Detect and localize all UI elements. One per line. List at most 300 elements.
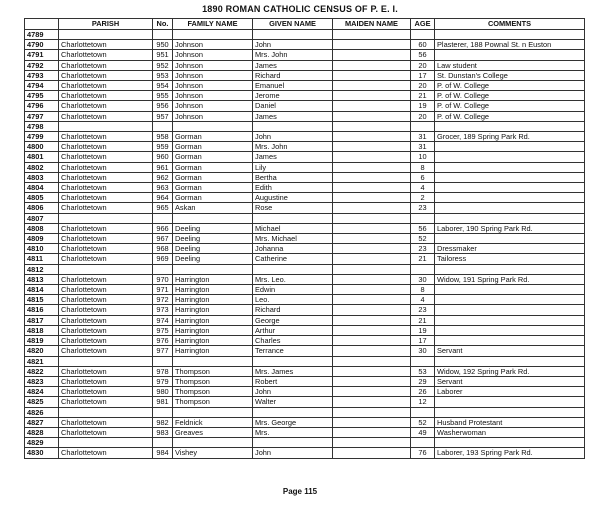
table-row [25, 203, 585, 213]
line-number-cell: 4808 [25, 223, 59, 233]
entry-number-cell: 962 [153, 172, 173, 182]
maiden-name-cell [333, 264, 411, 274]
comments-cell [435, 203, 585, 213]
maiden-name-cell [333, 91, 411, 101]
comments-cell: Husband Protestant [435, 417, 585, 427]
maiden-name-cell [333, 70, 411, 80]
comments-cell: P. of W. College [435, 101, 585, 111]
line-number-cell: 4799 [25, 132, 59, 142]
age-cell: 6 [411, 172, 435, 182]
parish-cell: Charlottetown [59, 162, 153, 172]
age-cell: 21 [411, 315, 435, 325]
age-cell: 21 [411, 254, 435, 264]
maiden-name-cell [333, 315, 411, 325]
entry-number-cell [153, 30, 173, 40]
entry-number-cell: 950 [153, 40, 173, 50]
line-number-cell: 4789 [25, 30, 59, 40]
given-name-cell: Michael [253, 223, 333, 233]
comments-cell [435, 295, 585, 305]
maiden-name-cell [333, 346, 411, 356]
line-number-cell: 4796 [25, 101, 59, 111]
given-name-cell [253, 264, 333, 274]
line-number-cell: 4826 [25, 407, 59, 417]
col-header-maiden-name: MAIDEN NAME [333, 19, 411, 30]
age-cell: 53 [411, 366, 435, 376]
entry-number-cell: 967 [153, 234, 173, 244]
age-cell: 76 [411, 448, 435, 458]
given-name-cell: John [253, 387, 333, 397]
entry-number-cell: 957 [153, 111, 173, 121]
family-name-cell: Deeling [173, 223, 253, 233]
entry-number-cell: 984 [153, 448, 173, 458]
entry-number-cell [153, 121, 173, 131]
given-name-cell: Charles [253, 336, 333, 346]
line-number-cell: 4821 [25, 356, 59, 366]
maiden-name-cell [333, 152, 411, 162]
comments-cell [435, 407, 585, 417]
maiden-name-cell [333, 203, 411, 213]
table-row [25, 295, 585, 305]
comments-cell [435, 356, 585, 366]
entry-number-cell: 971 [153, 285, 173, 295]
entry-number-cell: 983 [153, 427, 173, 437]
comments-cell [435, 50, 585, 60]
given-name-cell: Rose [253, 203, 333, 213]
table-row [25, 397, 585, 407]
table-row [25, 356, 585, 366]
line-number-cell: 4803 [25, 172, 59, 182]
entry-number-cell: 979 [153, 376, 173, 386]
age-cell: 31 [411, 132, 435, 142]
line-number-cell: 4811 [25, 254, 59, 264]
comments-cell [435, 213, 585, 223]
parish-cell: Charlottetown [59, 142, 153, 152]
family-name-cell: Johnson [173, 70, 253, 80]
parish-cell [59, 264, 153, 274]
line-number-cell: 4791 [25, 50, 59, 60]
given-name-cell: Walter [253, 397, 333, 407]
col-header-given-name: GIVEN NAME [253, 19, 333, 30]
table-row [25, 142, 585, 152]
given-name-cell: Catherine [253, 254, 333, 264]
comments-cell: Servant [435, 346, 585, 356]
family-name-cell: Deeling [173, 244, 253, 254]
given-name-cell [253, 213, 333, 223]
age-cell: 17 [411, 336, 435, 346]
line-number-cell: 4792 [25, 60, 59, 70]
entry-number-cell: 951 [153, 50, 173, 60]
line-number-cell: 4816 [25, 305, 59, 315]
age-cell: 23 [411, 244, 435, 254]
comments-cell: Dressmaker [435, 244, 585, 254]
entry-number-cell: 961 [153, 162, 173, 172]
given-name-cell: John [253, 40, 333, 50]
family-name-cell: Vishey [173, 448, 253, 458]
parish-cell [59, 438, 153, 448]
table-row [25, 427, 585, 437]
line-number-cell: 4800 [25, 142, 59, 152]
given-name-cell: James [253, 152, 333, 162]
table-row [25, 325, 585, 335]
parish-cell: Charlottetown [59, 397, 153, 407]
family-name-cell: Harrington [173, 325, 253, 335]
parish-cell: Charlottetown [59, 50, 153, 60]
maiden-name-cell [333, 417, 411, 427]
page-title: 1890 ROMAN CATHOLIC CENSUS OF P. E. I. [202, 4, 398, 14]
entry-number-cell: 974 [153, 315, 173, 325]
line-number-cell: 4804 [25, 183, 59, 193]
parish-cell: Charlottetown [59, 305, 153, 315]
table-row [25, 407, 585, 417]
comments-cell [435, 193, 585, 203]
age-cell: 23 [411, 305, 435, 315]
given-name-cell: Bertha [253, 172, 333, 182]
family-name-cell: Johnson [173, 50, 253, 60]
parish-cell: Charlottetown [59, 325, 153, 335]
entry-number-cell: 964 [153, 193, 173, 203]
line-number-cell: 4820 [25, 346, 59, 356]
maiden-name-cell [333, 234, 411, 244]
parish-cell: Charlottetown [59, 387, 153, 397]
entry-number-cell: 977 [153, 346, 173, 356]
parish-cell [59, 213, 153, 223]
family-name-cell: Thompson [173, 397, 253, 407]
parish-cell: Charlottetown [59, 132, 153, 142]
entry-number-cell: 960 [153, 152, 173, 162]
given-name-cell: Richard [253, 305, 333, 315]
age-cell [411, 121, 435, 131]
age-cell: 17 [411, 70, 435, 80]
maiden-name-cell [333, 274, 411, 284]
parish-cell [59, 121, 153, 131]
table-row [25, 162, 585, 172]
line-number-cell: 4790 [25, 40, 59, 50]
line-number-cell: 4801 [25, 152, 59, 162]
given-name-cell: Edith [253, 183, 333, 193]
age-cell: 30 [411, 346, 435, 356]
header-row [25, 19, 585, 30]
entry-number-cell [153, 407, 173, 417]
family-name-cell: Johnson [173, 60, 253, 70]
comments-cell [435, 183, 585, 193]
given-name-cell: Richard [253, 70, 333, 80]
line-number-cell: 4798 [25, 121, 59, 131]
line-number-cell: 4822 [25, 366, 59, 376]
family-name-cell: Greaves [173, 427, 253, 437]
maiden-name-cell [333, 142, 411, 152]
age-cell: 52 [411, 417, 435, 427]
age-cell [411, 213, 435, 223]
comments-cell [435, 234, 585, 244]
table-row [25, 40, 585, 50]
comments-cell: Plasterer, 188 Pownal St. n Euston [435, 40, 585, 50]
table-row [25, 121, 585, 131]
maiden-name-cell [333, 40, 411, 50]
age-cell: 31 [411, 142, 435, 152]
entry-number-cell: 978 [153, 366, 173, 376]
parish-cell: Charlottetown [59, 346, 153, 356]
parish-cell: Charlottetown [59, 244, 153, 254]
maiden-name-cell [333, 356, 411, 366]
given-name-cell: Emanuel [253, 81, 333, 91]
family-name-cell: Harrington [173, 336, 253, 346]
entry-number-cell: 972 [153, 295, 173, 305]
entry-number-cell: 966 [153, 223, 173, 233]
maiden-name-cell [333, 111, 411, 121]
maiden-name-cell [333, 162, 411, 172]
maiden-name-cell [333, 376, 411, 386]
family-name-cell: Johnson [173, 111, 253, 121]
given-name-cell [253, 407, 333, 417]
family-name-cell [173, 213, 253, 223]
table-body [25, 30, 585, 459]
table-row [25, 244, 585, 254]
given-name-cell: Mrs. Michael [253, 234, 333, 244]
family-name-cell [173, 356, 253, 366]
age-cell: 23 [411, 203, 435, 213]
table-row [25, 193, 585, 203]
parish-cell [59, 407, 153, 417]
line-number-cell: 4812 [25, 264, 59, 274]
family-name-cell: Deeling [173, 234, 253, 244]
given-name-cell: Leo. [253, 295, 333, 305]
parish-cell: Charlottetown [59, 172, 153, 182]
line-number-cell: 4797 [25, 111, 59, 121]
table-row [25, 376, 585, 386]
family-name-cell: Harrington [173, 305, 253, 315]
given-name-cell: James [253, 60, 333, 70]
table-row [25, 30, 585, 40]
age-cell: 49 [411, 427, 435, 437]
line-number-cell: 4810 [25, 244, 59, 254]
comments-cell: P. of W. College [435, 91, 585, 101]
family-name-cell: Johnson [173, 81, 253, 91]
table-row [25, 183, 585, 193]
maiden-name-cell [333, 325, 411, 335]
maiden-name-cell [333, 366, 411, 376]
table-row [25, 366, 585, 376]
family-name-cell: Gorman [173, 152, 253, 162]
table-row [25, 315, 585, 325]
maiden-name-cell [333, 336, 411, 346]
parish-cell: Charlottetown [59, 152, 153, 162]
comments-cell: Widow, 191 Spring Park Rd. [435, 274, 585, 284]
maiden-name-cell [333, 101, 411, 111]
given-name-cell: James [253, 111, 333, 121]
comments-cell [435, 336, 585, 346]
family-name-cell: Johnson [173, 101, 253, 111]
line-number-cell: 4818 [25, 325, 59, 335]
age-cell: 20 [411, 111, 435, 121]
family-name-cell: Deeling [173, 254, 253, 264]
parish-cell: Charlottetown [59, 223, 153, 233]
comments-cell: Servant [435, 376, 585, 386]
line-number-cell: 4809 [25, 234, 59, 244]
parish-cell: Charlottetown [59, 285, 153, 295]
entry-number-cell [153, 213, 173, 223]
given-name-cell [253, 438, 333, 448]
family-name-cell: Gorman [173, 132, 253, 142]
family-name-cell: Harrington [173, 315, 253, 325]
given-name-cell: Daniel [253, 101, 333, 111]
given-name-cell: Jerome [253, 91, 333, 101]
line-number-cell: 4824 [25, 387, 59, 397]
age-cell [411, 264, 435, 274]
comments-cell [435, 325, 585, 335]
entry-number-cell [153, 264, 173, 274]
parish-cell: Charlottetown [59, 193, 153, 203]
family-name-cell: Thompson [173, 366, 253, 376]
entry-number-cell: 980 [153, 387, 173, 397]
entry-number-cell: 965 [153, 203, 173, 213]
line-number-cell: 4807 [25, 213, 59, 223]
col-header-family-name: FAMILY NAME [173, 19, 253, 30]
age-cell: 56 [411, 50, 435, 60]
table-row [25, 274, 585, 284]
family-name-cell: Thompson [173, 376, 253, 386]
family-name-cell: Johnson [173, 40, 253, 50]
parish-cell: Charlottetown [59, 183, 153, 193]
line-number-cell: 4795 [25, 91, 59, 101]
parish-cell: Charlottetown [59, 366, 153, 376]
maiden-name-cell [333, 407, 411, 417]
family-name-cell: Harrington [173, 274, 253, 284]
table-row [25, 448, 585, 458]
maiden-name-cell [333, 254, 411, 264]
col-header-line [25, 19, 59, 30]
comments-cell [435, 152, 585, 162]
family-name-cell: Gorman [173, 172, 253, 182]
age-cell: 2 [411, 193, 435, 203]
table-row [25, 234, 585, 244]
line-number-cell: 4805 [25, 193, 59, 203]
parish-cell [59, 356, 153, 366]
comments-cell: Law student [435, 60, 585, 70]
given-name-cell: Johanna [253, 244, 333, 254]
age-cell: 20 [411, 60, 435, 70]
given-name-cell: John [253, 448, 333, 458]
family-name-cell: Gorman [173, 183, 253, 193]
maiden-name-cell [333, 305, 411, 315]
table-row [25, 438, 585, 448]
family-name-cell: Feldnick [173, 417, 253, 427]
entry-number-cell: 981 [153, 397, 173, 407]
page-number: Page 115 [282, 487, 318, 496]
parish-cell: Charlottetown [59, 254, 153, 264]
family-name-cell [173, 30, 253, 40]
parish-cell: Charlottetown [59, 111, 153, 121]
given-name-cell: Terrance [253, 346, 333, 356]
maiden-name-cell [333, 121, 411, 131]
given-name-cell: Robert [253, 376, 333, 386]
maiden-name-cell [333, 295, 411, 305]
line-number-cell: 4813 [25, 274, 59, 284]
entry-number-cell: 968 [153, 244, 173, 254]
comments-cell: Laborer [435, 387, 585, 397]
table-row [25, 111, 585, 121]
comments-cell [435, 162, 585, 172]
age-cell: 30 [411, 274, 435, 284]
comments-cell [435, 397, 585, 407]
line-number-cell: 4829 [25, 438, 59, 448]
given-name-cell: Mrs. John [253, 142, 333, 152]
given-name-cell: Augustine [253, 193, 333, 203]
parish-cell: Charlottetown [59, 203, 153, 213]
given-name-cell: Mrs. Leo. [253, 274, 333, 284]
comments-cell [435, 121, 585, 131]
entry-number-cell: 970 [153, 274, 173, 284]
family-name-cell: Askan [173, 203, 253, 213]
table-row [25, 213, 585, 223]
given-name-cell: Lily [253, 162, 333, 172]
age-cell: 26 [411, 387, 435, 397]
table-row [25, 81, 585, 91]
parish-cell: Charlottetown [59, 315, 153, 325]
age-cell: 10 [411, 152, 435, 162]
age-cell: 8 [411, 162, 435, 172]
age-cell: 19 [411, 325, 435, 335]
entry-number-cell: 982 [153, 417, 173, 427]
maiden-name-cell [333, 30, 411, 40]
maiden-name-cell [333, 244, 411, 254]
table-row [25, 254, 585, 264]
maiden-name-cell [333, 50, 411, 60]
maiden-name-cell [333, 213, 411, 223]
table-row [25, 223, 585, 233]
comments-cell [435, 172, 585, 182]
maiden-name-cell [333, 285, 411, 295]
comments-cell: Tailoress [435, 254, 585, 264]
comments-cell [435, 142, 585, 152]
given-name-cell: Mrs. George [253, 417, 333, 427]
table-row [25, 285, 585, 295]
comments-cell: Widow, 192 Spring Park Rd. [435, 366, 585, 376]
age-cell [411, 438, 435, 448]
family-name-cell [173, 121, 253, 131]
maiden-name-cell [333, 183, 411, 193]
parish-cell: Charlottetown [59, 60, 153, 70]
table-row [25, 305, 585, 315]
age-cell: 12 [411, 397, 435, 407]
age-cell: 8 [411, 285, 435, 295]
entry-number-cell [153, 438, 173, 448]
family-name-cell: Harrington [173, 285, 253, 295]
maiden-name-cell [333, 172, 411, 182]
line-number-cell: 4814 [25, 285, 59, 295]
parish-cell: Charlottetown [59, 427, 153, 437]
comments-cell [435, 438, 585, 448]
entry-number-cell: 954 [153, 81, 173, 91]
age-cell: 4 [411, 183, 435, 193]
parish-cell: Charlottetown [59, 376, 153, 386]
entry-number-cell: 956 [153, 101, 173, 111]
line-number-cell: 4793 [25, 70, 59, 80]
table-row [25, 50, 585, 60]
comments-cell: P. of W. College [435, 111, 585, 121]
comments-cell: St. Dunstan's College [435, 70, 585, 80]
line-number-cell: 4802 [25, 162, 59, 172]
entry-number-cell: 955 [153, 91, 173, 101]
given-name-cell: Mrs. [253, 427, 333, 437]
age-cell: 52 [411, 234, 435, 244]
entry-number-cell: 958 [153, 132, 173, 142]
col-header-age: AGE [411, 19, 435, 30]
comments-cell [435, 315, 585, 325]
col-header-parish: PARISH [59, 19, 153, 30]
age-cell: 4 [411, 295, 435, 305]
table-row [25, 70, 585, 80]
parish-cell: Charlottetown [59, 295, 153, 305]
